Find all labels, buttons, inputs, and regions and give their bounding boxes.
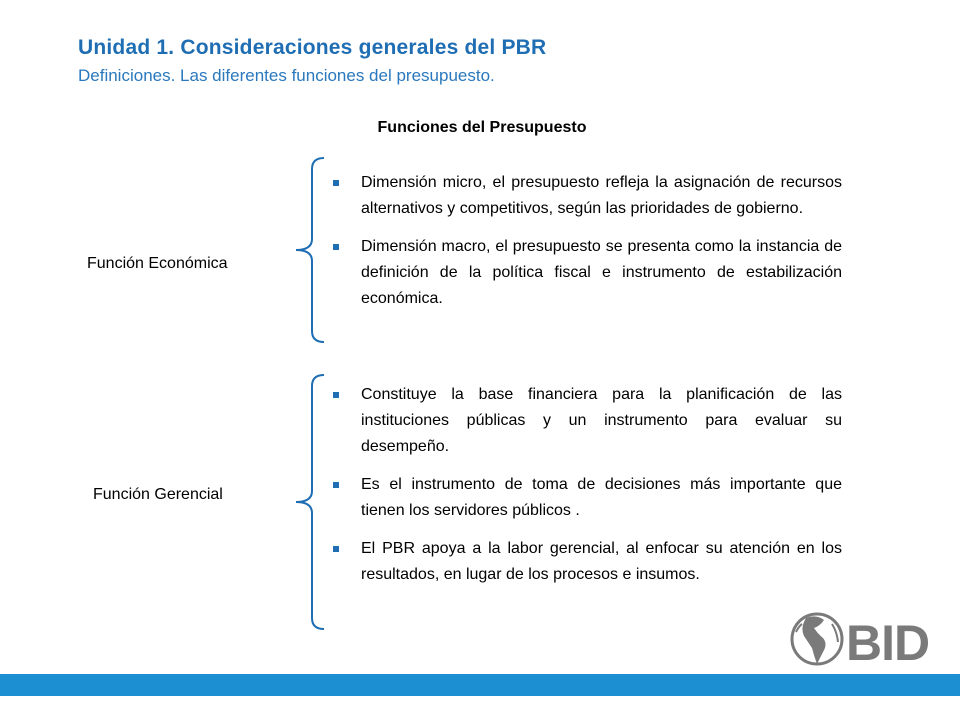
bullet-icon: [333, 482, 339, 488]
bullet-list-economica: [330, 170, 842, 324]
list-item: Dimensión micro, el presupuesto refleja la asignación de recursos alternativos y competitivos, según las prioridades de gobierno.: [330, 170, 842, 222]
group-label-gerencial: Función Gerencial: [93, 486, 223, 503]
logo-text: BID: [846, 615, 930, 670]
footer-bar: [0, 674, 960, 696]
page-subtitle: Definiciones. Las diferentes funciones del presupuesto.: [78, 66, 495, 85]
page-title: Unidad 1. Consideraciones generales del PBR: [78, 36, 547, 59]
left-brace-icon: [290, 372, 330, 632]
list-item: Es el instrumento de toma de decisiones más importante que tienen los servidores públicos .: [330, 472, 842, 524]
left-brace-icon: [290, 155, 330, 345]
bid-logo: [790, 608, 940, 670]
list-item: Constituye la base financiera para la planificación de las instituciones públicas y un instrumento para evaluar su desempeño.: [330, 382, 842, 460]
group-label-economica: Función Económica: [87, 255, 228, 272]
globe-americas-icon: [792, 614, 842, 664]
bullet-icon: [333, 546, 339, 552]
bullet-icon: [333, 244, 339, 250]
bullet-icon: [333, 180, 339, 186]
list-item: El PBR apoya a la labor gerencial, al enfocar su atención en los resultados, en lugar de los procesos e insumos.: [330, 536, 842, 588]
bullet-list-gerencial: [330, 382, 842, 600]
section-title: Funciones del Presupuesto: [377, 119, 587, 136]
list-item: Dimensión macro, el presupuesto se presenta como la instancia de definición de la política fiscal e instrumento de estabilización económica.: [330, 234, 842, 312]
bullet-icon: [333, 392, 339, 398]
